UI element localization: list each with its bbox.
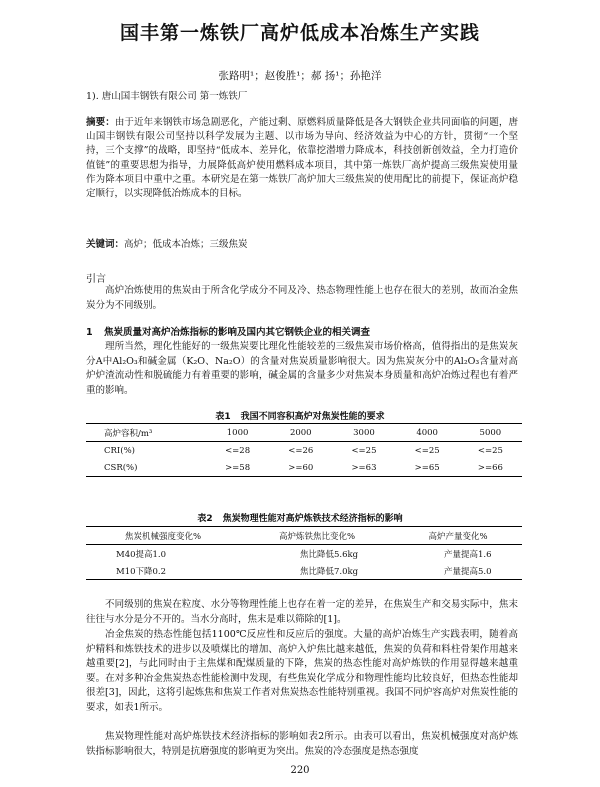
table-row [86,545,522,563]
table-1-title: 我国不同容积高炉对焦炭性能的要求 [240,412,385,422]
abstract-text: 由于近年来钢铁市场急剧恶化，产能过剩、原燃料质量降低是各大钢铁企业共同面临的问题，唐山国丰钢铁有限公司坚持以科学发展为主题、以市场为导向、经济效益为中心的方针，贯彻“一个坚持，三个支撑”的战略，即坚持“低成本、差异化，依靠挖潜增力降成本，科技创新创效益，全力打造价值链”的重要思想为指导，力展降低高炉使用燃料成本项目，其中第一炼铁厂高炉提高三级焦炭使用量作为降本项目中重中之重。本研究是在第一炼铁厂高炉加大三级焦炭的使用配比的前提下，保证高炉稳定顺行，以实现降低冶炼成本的目标。 [86,117,518,200]
table-cell: <=26 [288,445,314,456]
table-2-number: 表2 [197,514,213,524]
table-2-caption [0,511,600,524]
table-cell: >=66 [459,459,522,477]
section-1-paragraph-4: 焦炭物理性能对高炉炼铁技术经济指标的影响如表2所示。由表可以看出，焦炭机械强度对高炉炼铁指标影响很大，特别是抗磨强度的影响更为突出。焦炭的冷态强度是热态强度 [86,731,518,757]
table-cell: 焦比降低5.6kg [300,549,359,560]
table-cell: >=58 [206,459,269,477]
table-cell: 焦比降低7.0kg [240,562,394,580]
table-cell: 产量提高5.0 [394,562,522,580]
table-header-cell: 焦炭机械强度变化% [86,527,240,545]
table-cell: 产量提高1.6 [443,549,492,560]
table-1-number: 表1 [215,412,231,422]
table-header-row [86,424,522,442]
table-header-row [86,527,522,545]
section-1-paragraph-2: 不同级别的焦炭在粒度、水分等物理性能上也存在着一定的差异，在焦炭生产和交易实际中，焦末往往与水分是分不开的。当水分高时，焦末是难以筛除的[1]。 [86,599,518,625]
table-cell: >=63 [332,459,395,477]
keywords-label: 关键词： [86,239,125,250]
abstract [86,116,518,201]
section-1-heading [86,324,518,338]
table-cell: <=25 [351,445,377,456]
table-header-cell: 高炉产量变化% [394,527,522,545]
table-cell: >=60 [269,459,332,477]
keywords [86,236,518,250]
table-cell: >=65 [396,459,459,477]
table-header-cell: 高炉炼铁焦比变化% [240,527,394,545]
table-header-cell: 3000 [332,424,395,442]
table-header-cell: 5000 [459,424,522,442]
paper-title: 国丰第一炼铁厂高炉低成本冶炼生产实践 [119,22,480,44]
section-number: 1 [86,327,93,338]
section-title: 焦炭质量对高炉冶炼指标的影响及国内其它钢铁企业的相关调查 [104,327,371,338]
table-1 [86,423,522,477]
keywords-text: 高炉；低成本冶炼；三级焦炭 [124,239,248,250]
table-header-cell: 高炉容积/m³ [86,424,206,442]
table-header-cell: 4000 [396,424,459,442]
table-cell: CSR(%) [86,459,206,477]
affiliation: 1). 唐山国丰钢铁有限公司 第一炼铁厂 [86,91,248,102]
table-row [86,562,522,580]
intro-heading: 引言 [86,274,106,285]
table-header-cell: 2000 [269,424,332,442]
section-1-paragraph-1: 理所当然，理化性能好的一级焦炭要比理化性能较差的三级焦炭市场价格高，值得指出的是焦炭灰分A中Al₂O₃和碱金属（K₂O、Na₂O）的含量对焦炭质量影响很大。因为焦炭灰分中的Al₂O₃含量对高炉炉渣流动性和脱硫能力有着重要的影响，碱金属的含量多少对焦炭本身质量和高炉冶炼过程也有着严重的影响。 [86,341,518,396]
table-cell: <=25 [414,445,440,456]
table-cell: M10下降0.2 [86,562,240,580]
table-2-title: 焦炭物理性能对高炉炼铁技术经济指标的影响 [222,514,403,524]
table-2 [86,526,522,580]
table-cell: <=28 [225,445,251,456]
table-cell: CRI(%) [104,445,135,456]
table-1-caption [0,409,600,422]
table-cell: M40提高1.0 [116,549,167,560]
page-number: 220 [290,765,310,776]
author-list: 张路明¹；赵俊胜¹；郝 扬¹；孙艳洋 [218,70,382,82]
abstract-label: 摘要： [86,117,115,128]
table-row [86,442,522,460]
table-row [86,459,522,477]
table-cell: <=25 [477,445,503,456]
table-header-cell: 1000 [206,424,269,442]
section-1-paragraph-3: 冶金焦炭的热态性能包括1100℃反应性和反应后的强度。大量的高炉冶炼生产实践表明，随着高炉精料和炼铁技术的进步以及喷煤比的增加、高炉入炉焦比越来越低，焦炭的负荷和料柱骨架作用越来越重要[2]，与此同时由于主焦煤和配煤质量的下降，焦炭的热态性能对高炉炼铁的作用显得越来越重要。在对多种冶金焦炭热态性能检测中发现，有些焦炭化学成分和物理性能均比较良好，但热态性能却很差[3]，因此，这将引起炼焦和焦炭工作者对焦炭热态性能特别重视。我国不同炉容高炉对焦炭性能的要求，如表1所示。 [86,629,518,713]
intro-paragraph: 高炉冶炼使用的焦炭由于所含化学成分不同及冷、热态物理性能上也存在很大的差别，故而冶金焦炭分为不同级别。 [86,285,518,311]
